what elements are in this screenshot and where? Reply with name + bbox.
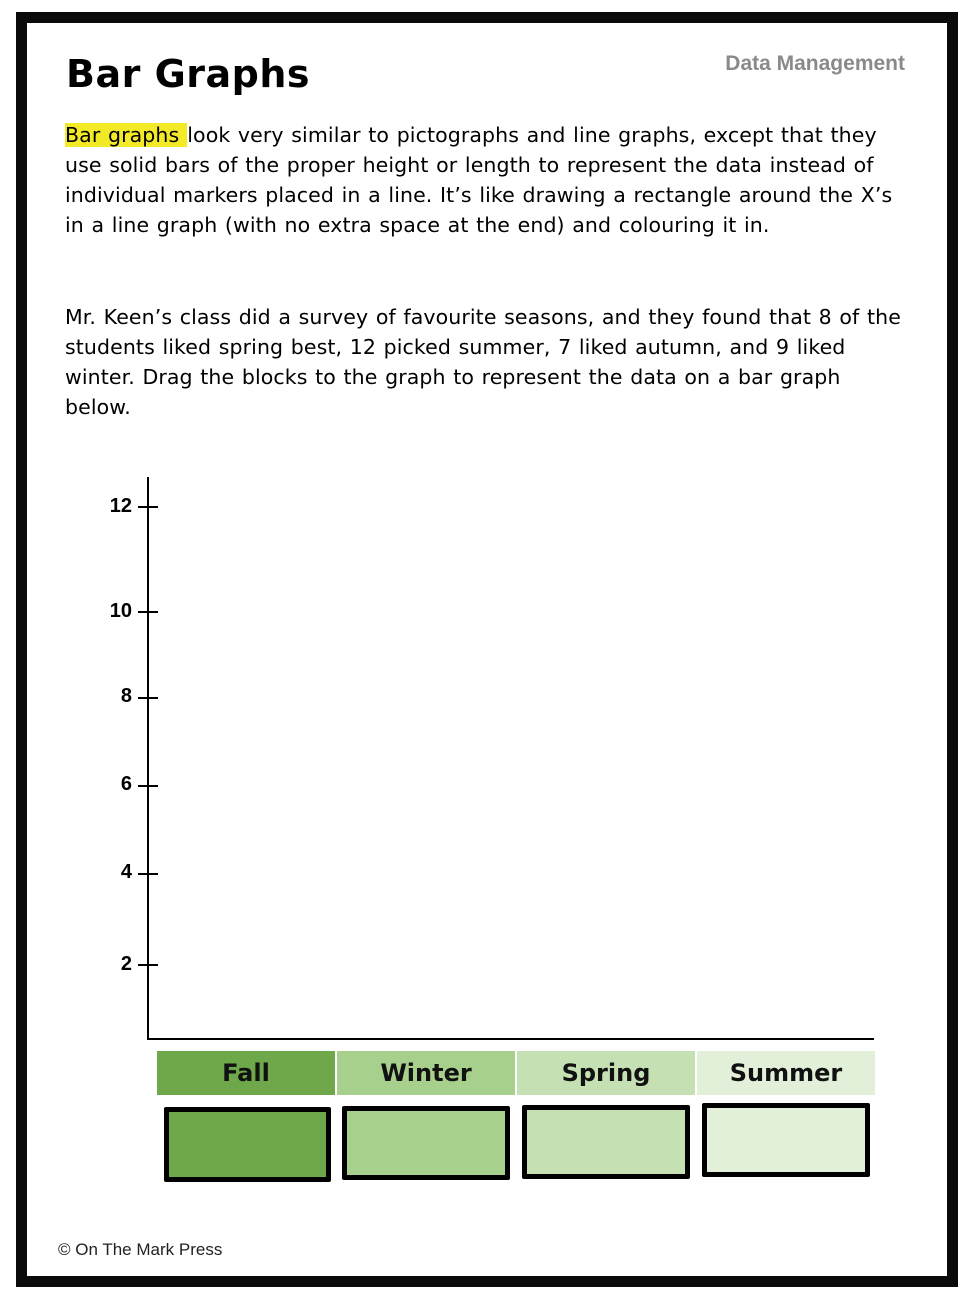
subject-label: Data Management — [725, 52, 905, 75]
category-fall: Fall — [157, 1051, 335, 1095]
tick-label-10: 10 — [109, 600, 132, 622]
y-axis — [147, 477, 149, 1040]
intro-text: look very similar to pictographs and line graphs, except that they use solid bars of the proper height or length to represent the data instead of individual markers placed in a line. It’s like drawing a rectangle around the X’s in a line graph (with no extra space at the end) and colouring it in. — [65, 123, 893, 237]
category-labels — [157, 1051, 877, 1095]
tick-label-8: 8 — [120, 685, 132, 707]
draggable-block-fall[interactable] — [164, 1107, 331, 1182]
highlighted-term: Bar graphs — [65, 123, 187, 147]
tick-6 — [138, 785, 158, 787]
tick-12 — [138, 506, 158, 508]
tick-label-12: 12 — [109, 495, 132, 517]
tick-label-2: 2 — [120, 953, 132, 975]
page-title: Bar Graphs — [66, 52, 311, 96]
tick-10 — [138, 611, 158, 613]
category-summer: Summer — [697, 1051, 875, 1095]
category-spring: Spring — [517, 1051, 695, 1095]
category-winter: Winter — [337, 1051, 515, 1095]
tick-2 — [138, 964, 158, 966]
copyright-footer: © On The Mark Press — [58, 1240, 223, 1259]
tick-label-6: 6 — [120, 773, 132, 795]
draggable-block-spring[interactable] — [522, 1105, 690, 1179]
x-axis — [147, 1038, 874, 1040]
tick-4 — [138, 873, 158, 875]
tick-label-4: 4 — [120, 861, 132, 883]
intro-paragraph — [65, 120, 910, 240]
tick-8 — [138, 697, 158, 699]
draggable-block-winter[interactable] — [342, 1106, 510, 1180]
draggable-block-summer[interactable] — [702, 1103, 870, 1177]
task-paragraph: Mr. Keen’s class did a survey of favourite seasons, and they found that 8 of the students liked spring best, 12 picked summer, 7 liked autumn, and 9 liked winter. Drag the blocks to the graph to represent the data on a bar graph below. — [65, 305, 901, 419]
